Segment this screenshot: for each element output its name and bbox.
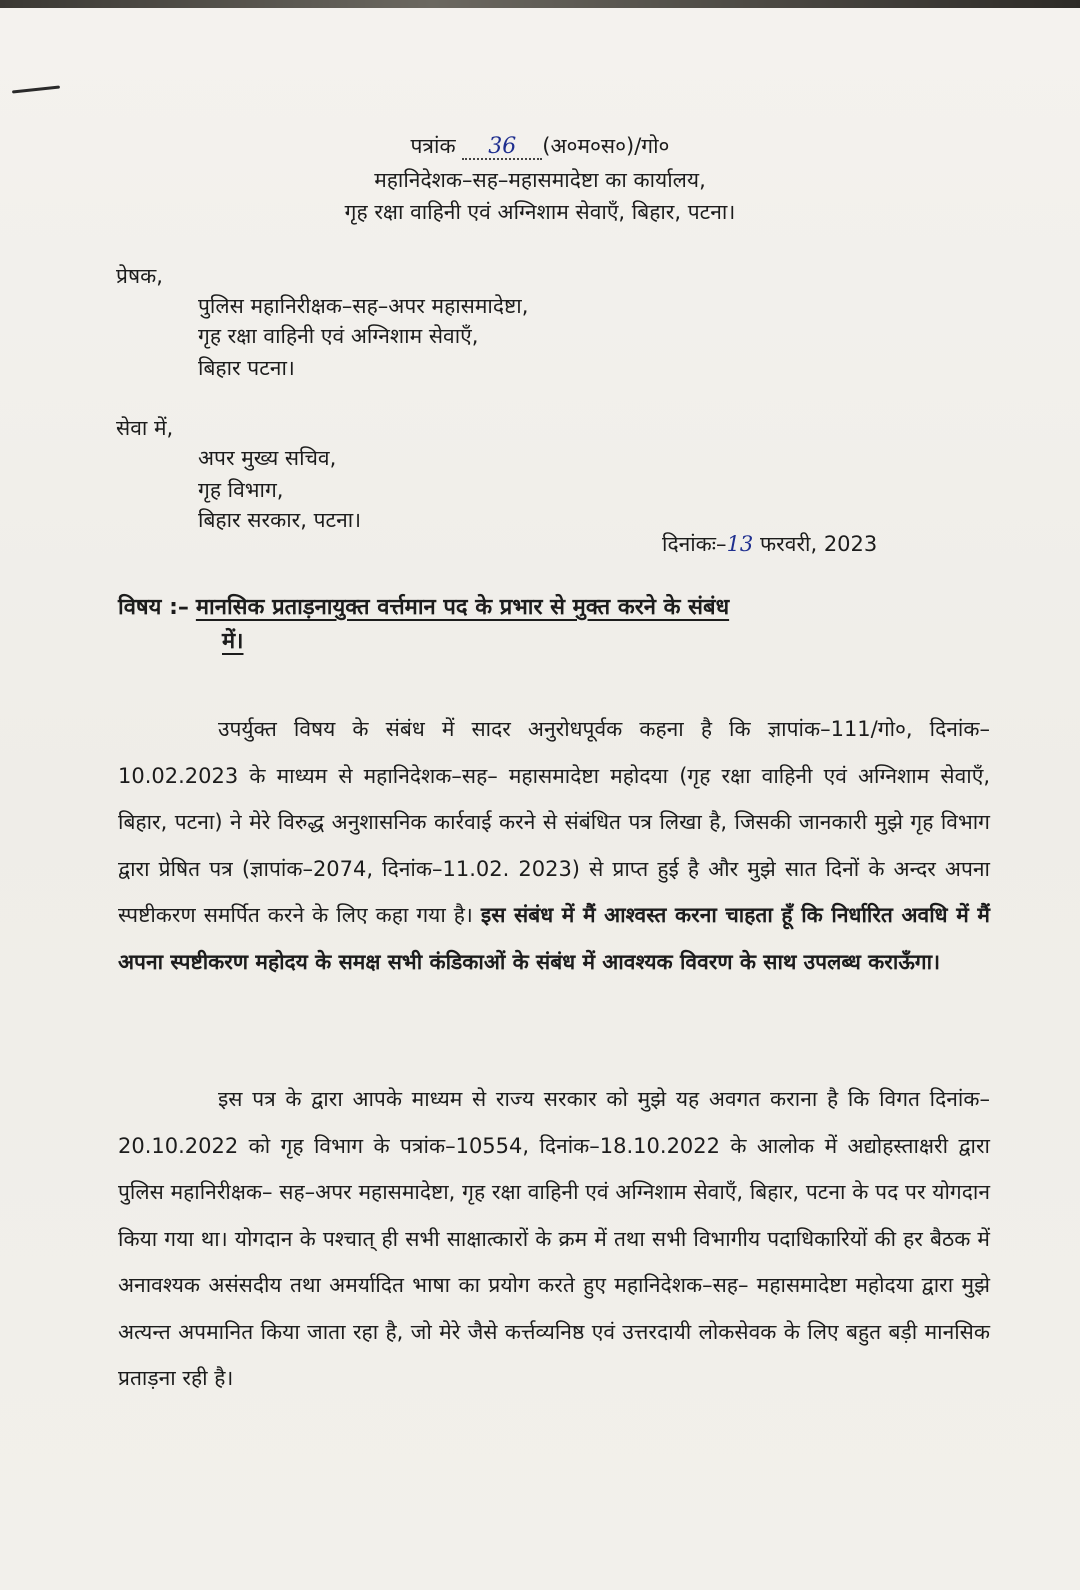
subject-label: विषय :– — [118, 595, 189, 620]
subject-text-1: मानसिक प्रताड़नायुक्त वर्त्तमान पद के प्रभार से मुक्त करने के संबंध — [195, 595, 730, 620]
recipient-line-3: बिहार सरकार, पटना। — [198, 508, 362, 532]
subject-text-2: में। — [222, 629, 244, 654]
page-top-edge — [0, 0, 1080, 8]
body-paragraph-2 — [118, 1076, 990, 1402]
recipient-line-1: अपर मुख्य सचिव, — [198, 446, 337, 470]
ref-prefix: पत्रांक — [410, 134, 456, 158]
subject-line-1 — [118, 594, 729, 622]
ref-number: 36 — [462, 136, 542, 160]
date-rest: फरवरी, 2023 — [759, 532, 878, 556]
para1-text: उपर्युक्त विषय के संबंध में सादर अनुरोधपूर्वक कहना है कि ज्ञापांक–111/गो०, दिनांक–10.02.2023 के माध्यम से महानिदेशक–सह– महासमादेष्टा महोदया (गृह रक्षा वाहिनी एवं अग्निशाम सेवाएँ, बिहार, पटना) ने मेरे विरुद्ध अनुशासनिक कार्रवाई करने से संबंधित पत्र लिखा है, जिसकी जानकारी मुझे गृह विभाग द्वारा प्रेषित पत्र (ज्ञापांक–2074, दिनांक–11.02. 2023) से प्राप्त हुई है और मुझे सात दिनों के अन्दर अपना स्पष्टीकरण समर्पित करने के लिए कहा गया है। — [118, 717, 990, 927]
margin-pen-mark — [12, 85, 60, 93]
date-line — [662, 530, 877, 558]
sender-line-3: बिहार पटना। — [198, 356, 295, 380]
sender-line-1: पुलिस महानिरीक्षक–सह–अपर महासमादेष्टा, — [198, 294, 529, 318]
reference-line — [0, 132, 1080, 160]
office-line-1: महानिदेशक–सह–महासमादेष्टा का कार्यालय, — [374, 168, 706, 192]
recipient-label: सेवा में, — [116, 416, 174, 440]
sender-line-2: गृह रक्षा वाहिनी एवं अग्निशाम सेवाएँ, — [198, 324, 479, 348]
recipient-line-2: गृह विभाग, — [198, 478, 284, 502]
date-day: 13 — [726, 532, 754, 556]
sender-label: प्रेषक, — [116, 264, 163, 288]
office-line-2: गृह रक्षा वाहिनी एवं अग्निशाम सेवाएँ, बिहार, पटना। — [344, 200, 736, 224]
body-paragraph-1 — [118, 706, 990, 985]
date-label: दिनांकः– — [662, 532, 727, 556]
ref-suffix: (अ०म०स०)/गो० — [542, 134, 670, 158]
para2-text: इस पत्र के द्वारा आपके माध्यम से राज्य सरकार को मुझे यह अवगत कराना है कि विगत दिनांक–20.10.2022 को गृह विभाग के पत्रांक–10554, दिनांक–18.10.2022 के आलोक में अद्योहस्ताक्षरी द्वारा पुलिस महानिरीक्षक– सह–अपर महासमादेष्टा, गृह रक्षा वाहिनी एवं अग्निशाम सेवाएँ, बिहार, पटना के पद पर योगदान किया गया था। योगदान के पश्चात् ही सभी साक्षात्कारों के क्रम में तथा सभी विभागीय पदाधिकारियों की हर बैठक में अनावश्यक असंसदीय तथा अमर्यादित भाषा का प्रयोग करते हुए महानिदेशक–सह– महासमादेष्टा महोदया द्वारा मुझे अत्यन्त अपमानित किया जाता रहा है, जो मेरे जैसे कर्त्तव्यनिष्ठ एवं उत्तरदायी लोकसेवक के लिए बहुत बड़ी मानसिक प्रताड़ना रही है। — [118, 1087, 990, 1390]
para1-bold-text: इस संबंध में मैं आश्वस्त करना चाहता हूँ कि निर्धारित अवधि में मैं अपना स्पष्टीकरण महोदय के समक्ष सभी कंडिकाओं के संबंध में आवश्यक विवरण के साथ उपलब्ध कराऊँगा। — [118, 903, 990, 974]
subject-line-2 — [222, 628, 244, 656]
